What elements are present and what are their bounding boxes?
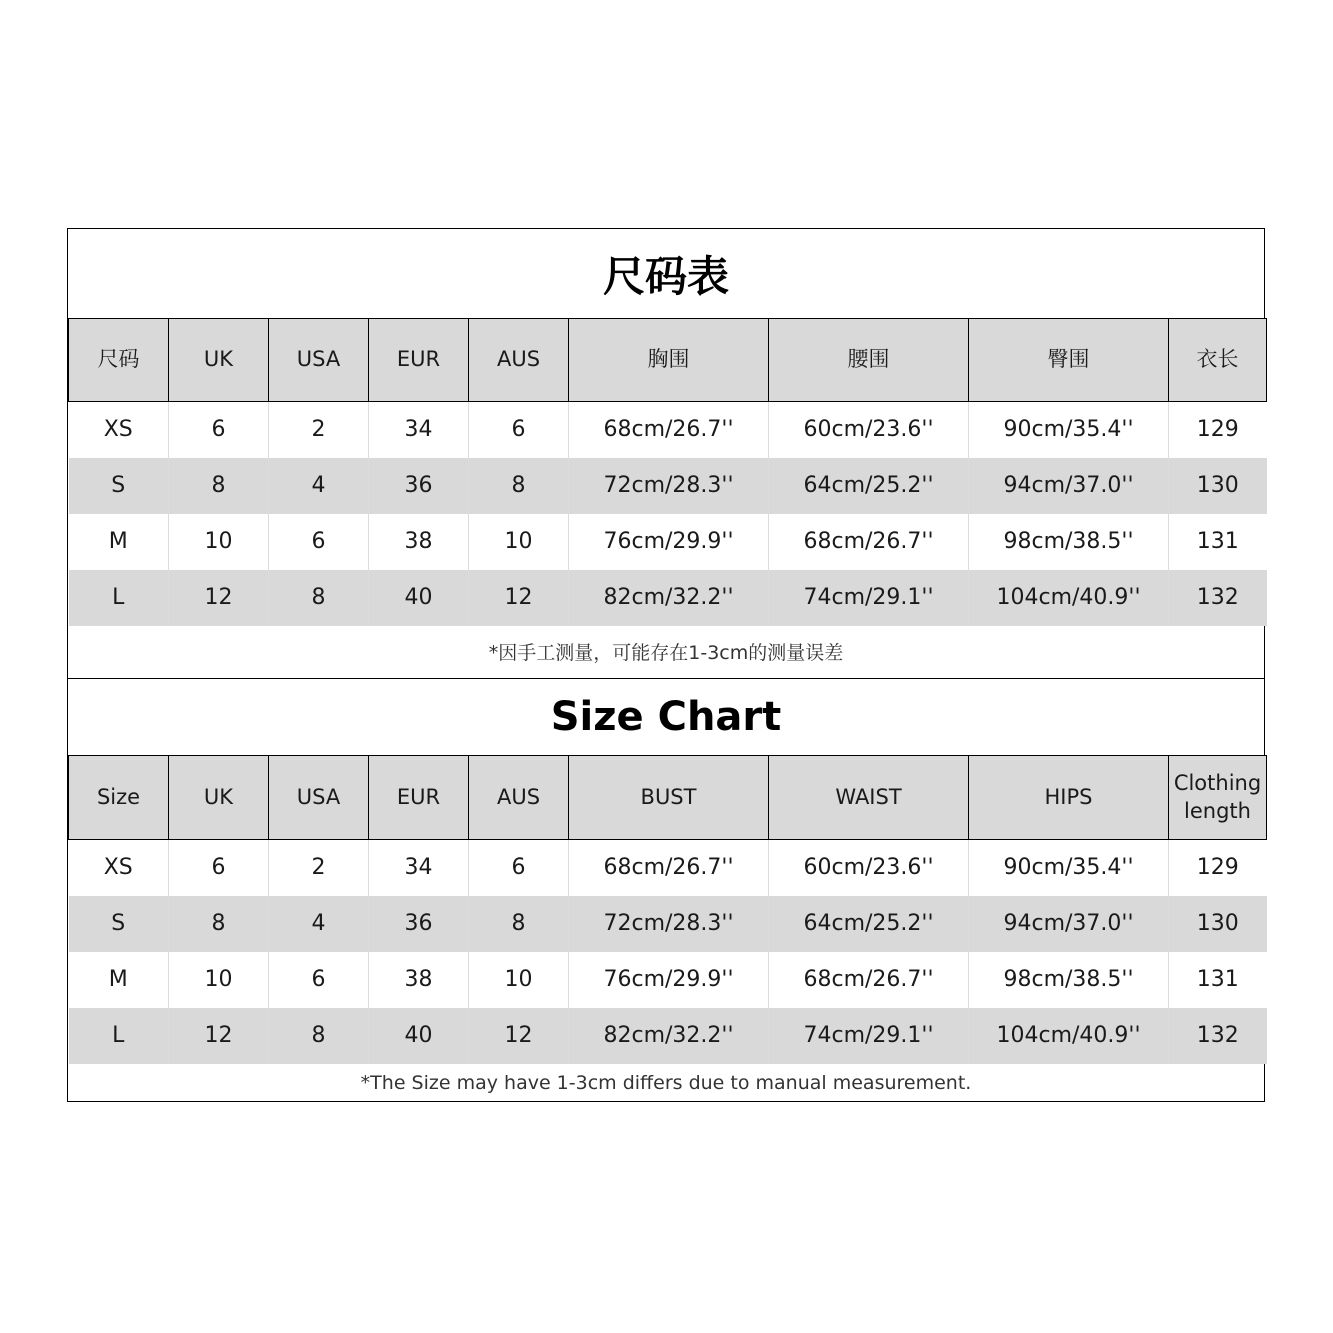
table-cell: 98cm/38.5''	[969, 514, 1169, 570]
table-cell: 64cm/25.2''	[769, 458, 969, 514]
table-cell: 131	[1169, 514, 1267, 570]
table-cell: 6	[269, 952, 369, 1008]
header-cell: AUS	[469, 756, 569, 840]
header-cell: UK	[169, 756, 269, 840]
cn-size-table	[68, 318, 1267, 626]
table-cell: 36	[369, 458, 469, 514]
table-cell: 34	[369, 402, 469, 458]
table-cell: 74cm/29.1''	[769, 570, 969, 626]
table-cell: 8	[169, 458, 269, 514]
table-cell: 74cm/29.1''	[769, 1008, 969, 1064]
table-cell: 34	[369, 840, 469, 896]
en-measurement-note: *The Size may have 1-3cm differs due to manual measurement.	[360, 1072, 972, 1094]
table-cell: 10	[169, 514, 269, 570]
table-row	[69, 840, 1267, 896]
table-cell: 8	[469, 458, 569, 514]
table-cell: 130	[1169, 458, 1267, 514]
table-cell: 38	[369, 952, 469, 1008]
table-cell: 130	[1169, 896, 1267, 952]
table-cell: 12	[469, 1008, 569, 1064]
table-cell: 60cm/23.6''	[769, 840, 969, 896]
header-cell: USA	[269, 319, 369, 402]
table-cell: S	[69, 896, 169, 952]
table-row	[69, 896, 1267, 952]
table-cell: 2	[269, 402, 369, 458]
table-cell: 132	[1169, 1008, 1267, 1064]
header-cell: USA	[269, 756, 369, 840]
table-cell: 94cm/37.0''	[969, 896, 1169, 952]
table-cell: M	[69, 514, 169, 570]
table-cell: XS	[69, 840, 169, 896]
table-cell: 131	[1169, 952, 1267, 1008]
table-cell: 38	[369, 514, 469, 570]
header-cell: HIPS	[969, 756, 1169, 840]
header-cell: WAIST	[769, 756, 969, 840]
cn-measurement-note: *因手工测量，可能存在1-3cm的测量误差	[488, 642, 844, 664]
table-cell: 12	[469, 570, 569, 626]
table-cell: XS	[69, 402, 169, 458]
table-cell: 82cm/32.2''	[569, 570, 769, 626]
table-cell: 10	[169, 952, 269, 1008]
table-cell: 60cm/23.6''	[769, 402, 969, 458]
table-cell: 40	[369, 1008, 469, 1064]
table-cell: 76cm/29.9''	[569, 952, 769, 1008]
header-cell: Size	[69, 756, 169, 840]
size-chart-sheet	[67, 228, 1265, 1102]
table-row	[69, 952, 1267, 1008]
cn-chart-title: 尺码表	[602, 251, 729, 301]
table-cell: 6	[269, 514, 369, 570]
header-cell: AUS	[469, 319, 569, 402]
table-cell: 98cm/38.5''	[969, 952, 1169, 1008]
header-cell: EUR	[369, 319, 469, 402]
table-cell: 68cm/26.7''	[569, 402, 769, 458]
table-cell: 90cm/35.4''	[969, 840, 1169, 896]
table-cell: 4	[269, 458, 369, 514]
table-cell: 12	[169, 1008, 269, 1064]
table-row	[69, 458, 1267, 514]
table-cell: 6	[469, 840, 569, 896]
table-row	[69, 402, 1267, 458]
table-cell: 36	[369, 896, 469, 952]
header-cell: 胸围	[569, 319, 769, 402]
table-cell: 72cm/28.3''	[569, 458, 769, 514]
table-cell: 68cm/26.7''	[769, 952, 969, 1008]
table-cell: 129	[1169, 840, 1267, 896]
table-cell: 6	[169, 402, 269, 458]
table-cell: 12	[169, 570, 269, 626]
table-cell: 72cm/28.3''	[569, 896, 769, 952]
table-cell: L	[69, 1008, 169, 1064]
table-cell: 104cm/40.9''	[969, 1008, 1169, 1064]
table-cell: 2	[269, 840, 369, 896]
table-cell: 64cm/25.2''	[769, 896, 969, 952]
header-cell: Clothing length	[1169, 756, 1267, 840]
header-cell: 臀围	[969, 319, 1169, 402]
header-cell: 衣长	[1169, 319, 1267, 402]
table-cell: 76cm/29.9''	[569, 514, 769, 570]
header-cell: 尺码	[69, 319, 169, 402]
table-cell: 8	[269, 1008, 369, 1064]
table-cell: 129	[1169, 402, 1267, 458]
en-header-row	[69, 756, 1267, 840]
header-cell: EUR	[369, 756, 469, 840]
en-size-table	[68, 755, 1267, 1064]
table-cell: 68cm/26.7''	[569, 840, 769, 896]
table-cell: 40	[369, 570, 469, 626]
table-cell: 68cm/26.7''	[769, 514, 969, 570]
table-cell: 4	[269, 896, 369, 952]
table-cell: 10	[469, 952, 569, 1008]
cn-header-row	[69, 319, 1267, 402]
table-cell: 132	[1169, 570, 1267, 626]
table-cell: M	[69, 952, 169, 1008]
table-cell: 90cm/35.4''	[969, 402, 1169, 458]
en-chart-title: Size Chart	[550, 694, 782, 740]
table-cell: 104cm/40.9''	[969, 570, 1169, 626]
table-cell: 8	[169, 896, 269, 952]
table-row	[69, 514, 1267, 570]
table-cell: S	[69, 458, 169, 514]
header-cell: 腰围	[769, 319, 969, 402]
table-cell: 10	[469, 514, 569, 570]
header-cell: UK	[169, 319, 269, 402]
table-cell: 6	[469, 402, 569, 458]
table-cell: 94cm/37.0''	[969, 458, 1169, 514]
table-cell: 8	[269, 570, 369, 626]
table-cell: L	[69, 570, 169, 626]
header-cell: BUST	[569, 756, 769, 840]
table-cell: 8	[469, 896, 569, 952]
table-row	[69, 570, 1267, 626]
table-cell: 82cm/32.2''	[569, 1008, 769, 1064]
table-row	[69, 1008, 1267, 1064]
table-cell: 6	[169, 840, 269, 896]
